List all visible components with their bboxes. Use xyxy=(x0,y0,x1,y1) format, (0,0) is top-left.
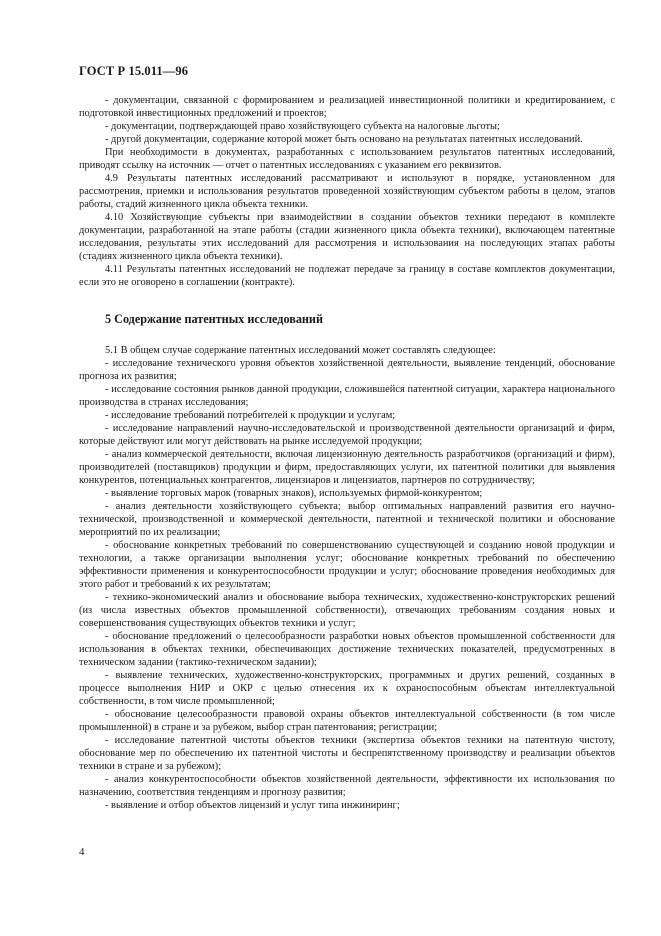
list-item: - выявление технических, художественно-конструкторских, программных и других решений, созданных в процессе выполнения НИР и ОКР с целью отнесения их к охраноспособным объектам интеллектуальной собственности, в том числе промышленной; xyxy=(79,670,615,707)
paragraph: - другой документации, содержание которой может быть основано на результатах патентных исследований. xyxy=(105,134,583,145)
list-item: - исследование направлений научно-исследовательской и производственной деятельности организаций и фирм, которые действуют или могут действовать на рынке исследуемой продукции; xyxy=(79,423,615,447)
paragraph: - документации, подтверждающей право хозяйствующего субъекта на налоговые льготы; xyxy=(105,121,500,132)
paragraph-clause-4-10: 4.10 Хозяйствующие субъекты при взаимодействии в создании объектов техники передают в комплекте документации, разработанной на этапе работы (стадии жизненного цикла объекта техники), включающем патентные исследования, результаты этих исследований для рассмотрения и использования на последующих этапах работы (стадиях жизненного цикла объекта техники). xyxy=(79,212,615,262)
list-item: - обоснование целесообразности правовой охраны объектов интеллектуальной собственности (в том числе промышленной) в стране и за рубежом, выбор стран патентования; регистрации; xyxy=(79,709,615,733)
paragraph-clause-5-1: 5.1 В общем случае содержание патентных исследований может составлять следующее: xyxy=(105,345,496,356)
page-header-standard: ГОСТ Р 15.011—96 xyxy=(79,64,189,78)
list-item: - анализ конкурентоспособности объектов хозяйственной деятельности, эффективности их использования по назначению, соответствия тенденциям и прогнозу развития; xyxy=(79,774,615,798)
list-item: - анализ коммерческой деятельности, включая лицензионную деятельность разработчиков (организаций и фирм), производителей (поставщиков) продукции и фирм, предоставляющих услуги, их патентной политики для выявления конкурентов, потенциальных контрагентов, лицензиаров и лицензиатов, партнеров по сотрудничеству; xyxy=(79,449,615,486)
paragraph: При необходимости в документах, разработанных с использованием результатов патентных исследований, приводят ссылку на источник — отчет о патентных исследованиях с указанием его реквизитов. xyxy=(79,147,615,171)
page-number: 4 xyxy=(79,846,85,858)
list-item: - выявление торговых марок (товарных знаков), используемых фирмой-конкурентом; xyxy=(105,488,483,499)
list-item: - обоснование конкретных требований по совершенствованию существующей и созданию новой продукции и технологии, а также организации выполнения услуг; обоснование конкретных требований по обеспечению эффективности применения и конкурентоспособности продукции и услуг; обоснование проведения необходимых для этого работ и требований к их результатам; xyxy=(79,540,615,590)
list-item: - исследование технического уровня объектов хозяйственной деятельности, выявление тенденций, обоснование прогноза их развития; xyxy=(79,358,615,382)
list-item: - анализ деятельности хозяйствующего субъекта; выбор оптимальных направлений развития его научно-технической, производственной и коммерческой деятельности, патентной и технической политики и обоснование мероприятий по их реализации; xyxy=(79,501,615,538)
list-item: - выявление и отбор объектов лицензий и услуг типа инжиниринг; xyxy=(105,800,400,811)
list-item: - технико-экономический анализ и обоснование выбора технических, художественно-конструкторских решений (из числа известных объектов промышленной собственности), отвечающих требованиям создания новых и совершенствования существующих объектов техники и услуг; xyxy=(79,592,615,629)
section-title: 5 Содержание патентных исследований xyxy=(105,312,323,326)
paragraph-clause-4-11: 4.11 Результаты патентных исследований не подлежат передаче за границу в составе комплектов документации, если это не оговорено в соглашении (контракте). xyxy=(79,264,615,288)
list-item: - исследование состояния рынков данной продукции, сложившейся патентной ситуации, характера национального производства в странах исследования; xyxy=(79,384,615,408)
paragraph: - документации, связанной с формированием и реализацией инвестиционной политики и кредитированием, с подготовкой инвестиционных предложений и проектов; xyxy=(79,95,615,119)
paragraph-clause-4-9: 4.9 Результаты патентных исследований рассматривают и используют в порядке, установленном для рассмотрения, приемки и использования результатов проведенной хозяйствующим субъектом работы в целом, этапов работы, стадий жизненного цикла объекта техники. xyxy=(79,173,615,210)
document-body xyxy=(79,94,615,812)
list-item: - исследование патентной чистоты объектов техники (экспертиза объектов техники на патентную чистоту, обоснование мер по обеспечению их патентной чистоты и беспрепятственному производству и реализации объектов техники в стране и за рубежом); xyxy=(79,735,615,772)
list-item: - исследование требований потребителей к продукции и услугам; xyxy=(105,410,396,421)
list-item: - обоснование предложений о целесообразности разработки новых объектов промышленной собственности для использования в объектах техники, обеспечивающих достижение технических показателей, предусмотренных в техническом задании (тактико-техническом задании); xyxy=(79,631,615,668)
